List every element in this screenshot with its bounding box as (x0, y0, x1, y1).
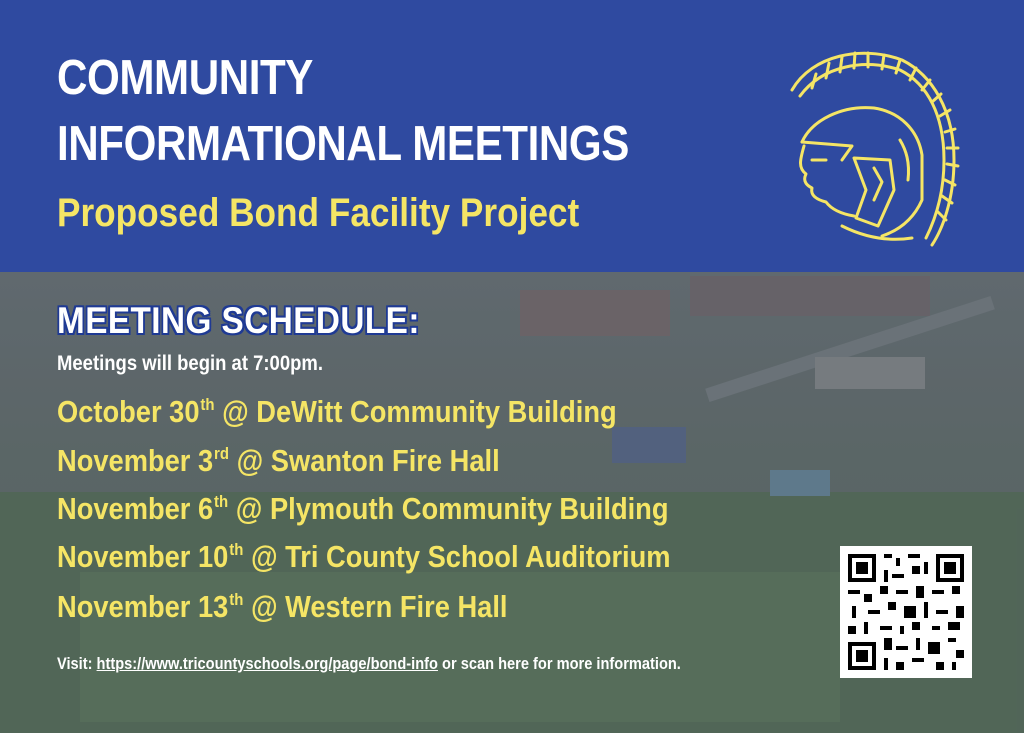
date-suffix: rd (214, 444, 230, 463)
schedule-heading: MEETING SCHEDULE: (57, 300, 420, 341)
meeting-item (57, 493, 669, 524)
date-suffix: th (229, 540, 244, 559)
visit-label: Visit: (57, 654, 93, 673)
meeting-date: November 13 (57, 589, 229, 624)
header-band (0, 0, 1024, 272)
meeting-item (57, 591, 507, 622)
start-time-note: Meetings will begin at 7:00pm. (57, 352, 323, 375)
meeting-location: @ Swanton Fire Hall (236, 443, 500, 478)
meeting-location: @ Tri County School Auditorium (250, 539, 671, 574)
meeting-date: November 3 (57, 443, 214, 478)
visit-tail: or scan here for more information. (442, 654, 681, 673)
date-suffix: th (214, 492, 229, 511)
meeting-date: October 30 (57, 394, 200, 429)
title-line-1: COMMUNITY (57, 51, 313, 105)
subtitle: Proposed Bond Facility Project (57, 191, 580, 235)
meeting-item (57, 445, 500, 476)
date-suffix: th (229, 590, 244, 609)
visit-line (57, 654, 681, 674)
trojan-helmet-icon (782, 50, 962, 250)
meeting-date: November 10 (57, 539, 229, 574)
date-suffix: th (200, 395, 215, 414)
meeting-item (57, 396, 617, 427)
meeting-location: @ DeWitt Community Building (222, 394, 617, 429)
qr-code-icon[interactable] (840, 546, 972, 678)
bond-info-link[interactable]: https://www.tricountyschools.org/page/bond-info (96, 654, 438, 673)
title-line-2: INFORMATIONAL MEETINGS (57, 117, 629, 171)
meeting-location: @ Western Fire Hall (250, 589, 508, 624)
meeting-location: @ Plymouth Community Building (235, 491, 669, 526)
meeting-date: November 6 (57, 491, 214, 526)
meeting-item (57, 541, 671, 572)
